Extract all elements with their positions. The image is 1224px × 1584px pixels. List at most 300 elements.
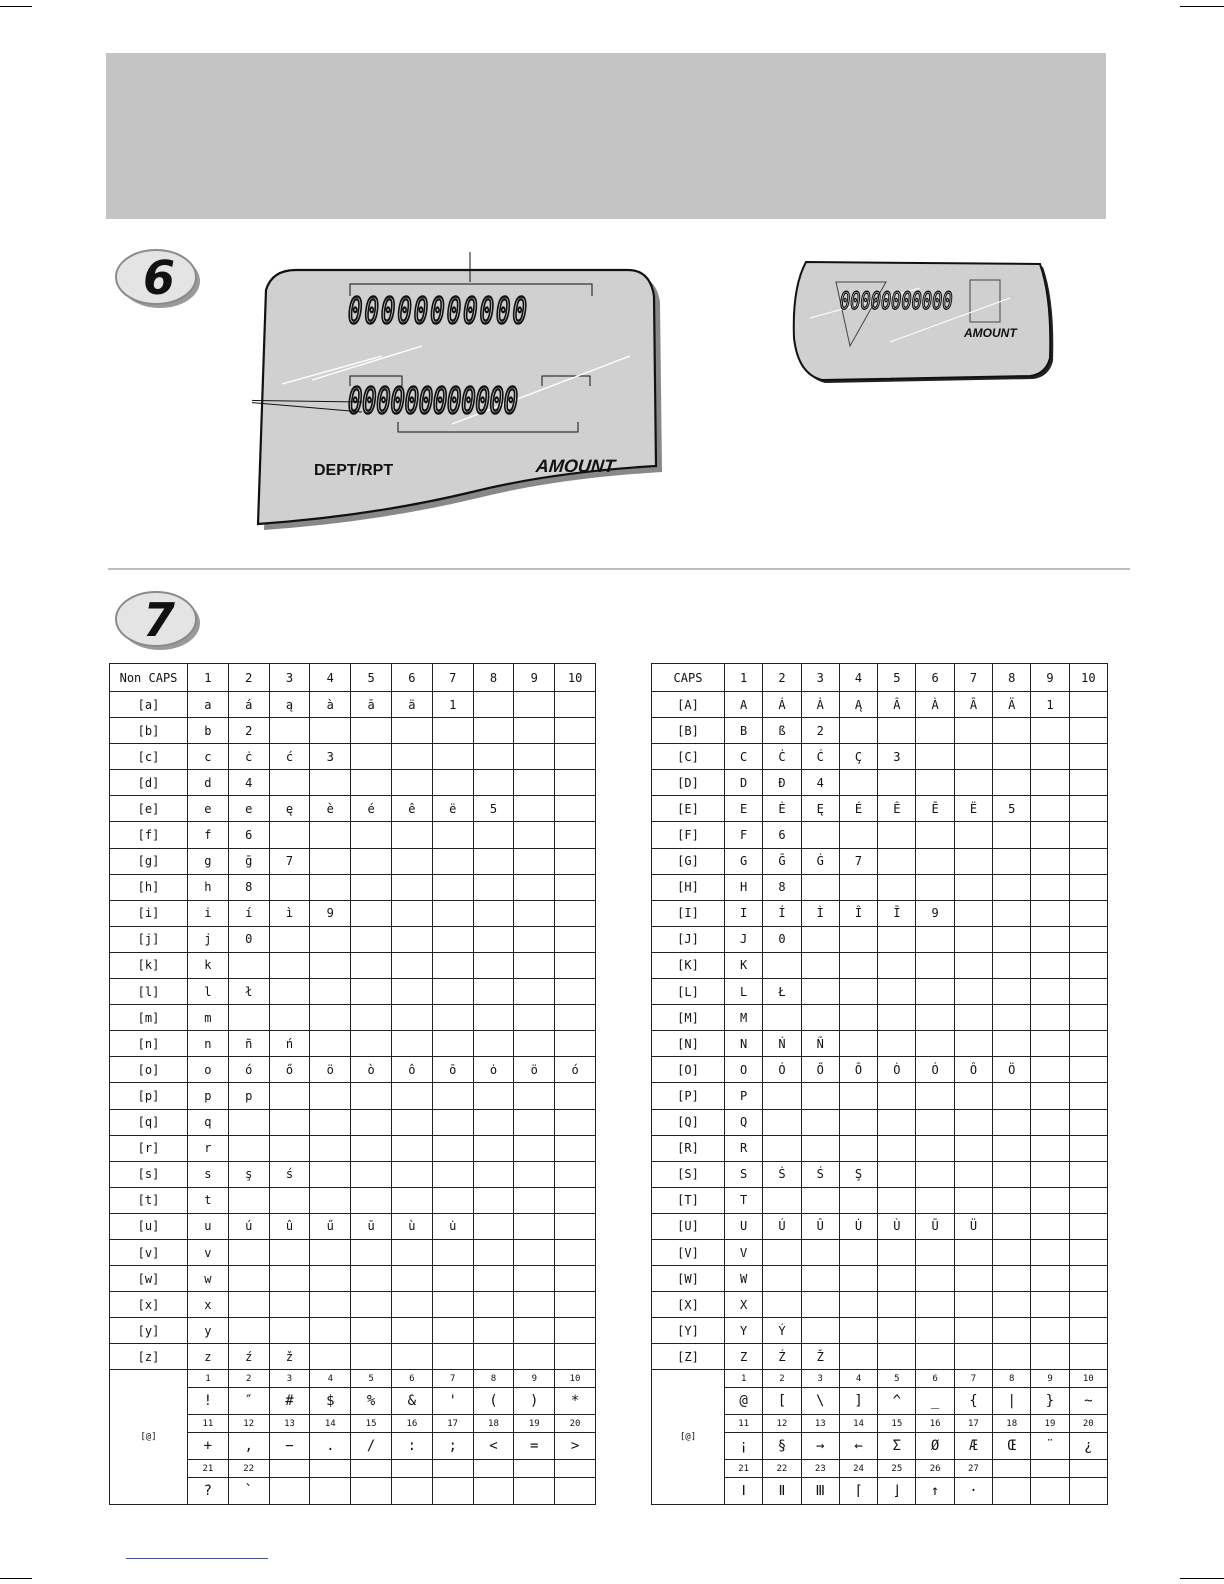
- symbol-number-cell: 9: [514, 1370, 555, 1388]
- character-cell: Í: [763, 900, 801, 926]
- character-cell: [432, 1161, 473, 1187]
- symbol-number-cell: 6: [916, 1370, 954, 1388]
- table-row: [652, 1187, 1108, 1213]
- character-cell: [954, 979, 992, 1005]
- character-cell: [310, 979, 351, 1005]
- character-cell: [839, 1135, 877, 1161]
- character-cell: [839, 1109, 877, 1135]
- character-cell: [839, 874, 877, 900]
- table-row: [110, 926, 596, 952]
- character-cell: [228, 1187, 269, 1213]
- symbol-cell: →: [801, 1433, 839, 1460]
- character-cell: [916, 1344, 954, 1370]
- character-cell: [473, 1292, 514, 1318]
- character-cell: [878, 1239, 916, 1265]
- character-cell: X: [725, 1292, 763, 1318]
- character-cell: [391, 1266, 432, 1292]
- character-cell: 1: [432, 692, 473, 718]
- key-cell: [a]: [110, 692, 188, 718]
- symbol-number-cell: 13: [801, 1415, 839, 1433]
- character-cell: [269, 1239, 310, 1265]
- character-cell: [473, 874, 514, 900]
- key-cell: [P]: [652, 1083, 725, 1109]
- character-cell: [351, 1031, 392, 1057]
- key-cell: [u]: [110, 1213, 188, 1239]
- character-cell: Á: [763, 692, 801, 718]
- character-cell: p: [228, 1083, 269, 1109]
- character-cell: [514, 952, 555, 978]
- character-cell: y: [188, 1318, 229, 1344]
- character-cell: [310, 1109, 351, 1135]
- header-column-number: 2: [228, 664, 269, 692]
- character-cell: W: [725, 1266, 763, 1292]
- character-cell: [878, 1005, 916, 1031]
- character-cell: Ṡ: [763, 1161, 801, 1187]
- header-column-number: 7: [954, 664, 992, 692]
- character-cell: [839, 1266, 877, 1292]
- character-cell: [228, 1239, 269, 1265]
- symbol-number-cell: [993, 1460, 1031, 1478]
- character-cell: [1069, 1109, 1107, 1135]
- symbol-number-cell: 22: [228, 1460, 269, 1478]
- symbol-number-cell: 12: [228, 1415, 269, 1433]
- character-cell: ḡ: [228, 848, 269, 874]
- character-cell: [391, 1161, 432, 1187]
- character-cell: [555, 1161, 596, 1187]
- character-cell: [1031, 744, 1069, 770]
- character-cell: Â: [878, 692, 916, 718]
- character-cell: [993, 1292, 1031, 1318]
- character-cell: [555, 1031, 596, 1057]
- key-cell: [J]: [652, 926, 725, 952]
- character-cell: [351, 770, 392, 796]
- character-cell: [916, 1187, 954, 1213]
- symbol-number-cell: 5: [878, 1370, 916, 1388]
- header-band: [106, 53, 1106, 219]
- key-cell: [k]: [110, 952, 188, 978]
- character-cell: ś: [269, 1161, 310, 1187]
- character-cell: À: [916, 692, 954, 718]
- character-cell: [1069, 1031, 1107, 1057]
- key-cell: [Y]: [652, 1318, 725, 1344]
- character-cell: [391, 718, 432, 744]
- character-cell: [391, 1083, 432, 1109]
- symbol-cell: /: [351, 1433, 392, 1460]
- symbol-cell: ;: [432, 1433, 473, 1460]
- character-cell: [391, 770, 432, 796]
- character-cell: [228, 1292, 269, 1318]
- character-cell: [473, 744, 514, 770]
- character-cell: [514, 1266, 555, 1292]
- character-cell: V: [725, 1239, 763, 1265]
- key-cell: [T]: [652, 1187, 725, 1213]
- symbol-number-cell: 19: [514, 1415, 555, 1433]
- character-cell: [351, 926, 392, 952]
- character-cell: Ü: [954, 1213, 992, 1239]
- character-cell: ċ: [228, 744, 269, 770]
- character-cell: [916, 770, 954, 796]
- character-cell: Ḡ: [763, 848, 801, 874]
- character-cell: [269, 718, 310, 744]
- character-cell: [954, 1031, 992, 1057]
- table-row: [110, 822, 596, 848]
- display-top-row: 00000000000: [348, 290, 529, 332]
- symbol-cell: [473, 1478, 514, 1505]
- table-row: [652, 1266, 1108, 1292]
- character-cell: [954, 900, 992, 926]
- character-cell: [878, 874, 916, 900]
- table-row: [110, 1318, 596, 1344]
- character-cell: [555, 1187, 596, 1213]
- table-row: [652, 1135, 1108, 1161]
- character-cell: [954, 1005, 992, 1031]
- symbol-number-cell: [514, 1460, 555, 1478]
- character-cell: [916, 874, 954, 900]
- symbol-number-cell: 26: [916, 1460, 954, 1478]
- character-cell: û: [269, 1213, 310, 1239]
- character-cell: [269, 874, 310, 900]
- character-cell: [391, 1292, 432, 1318]
- character-cell: [1069, 1083, 1107, 1109]
- table-row: [110, 1292, 596, 1318]
- character-cell: [954, 874, 992, 900]
- key-cell: [c]: [110, 744, 188, 770]
- key-cell: [n]: [110, 1031, 188, 1057]
- symbol-number-cell: 27: [954, 1460, 992, 1478]
- character-cell: ź: [228, 1344, 269, 1370]
- character-cell: Ġ: [801, 848, 839, 874]
- character-cell: ì: [269, 900, 310, 926]
- character-cell: [514, 1318, 555, 1344]
- symbol-number-cell: 16: [391, 1415, 432, 1433]
- character-cell: [801, 1083, 839, 1109]
- key-cell: [b]: [110, 718, 188, 744]
- table-row: [652, 1031, 1108, 1057]
- character-cell: [555, 1083, 596, 1109]
- symbol-number-cell: 17: [432, 1415, 473, 1433]
- character-cell: [801, 926, 839, 952]
- dept-rpt-label: DEPT/RPT: [314, 462, 394, 479]
- character-cell: [1069, 1292, 1107, 1318]
- character-cell: L: [725, 979, 763, 1005]
- character-cell: [954, 1318, 992, 1344]
- character-cell: [1031, 1266, 1069, 1292]
- character-cell: Ȯ: [878, 1057, 916, 1083]
- header-column-number: 2: [763, 664, 801, 692]
- character-cell: [993, 744, 1031, 770]
- character-cell: [473, 1318, 514, 1344]
- character-cell: [310, 718, 351, 744]
- character-cell: Ę: [801, 796, 839, 822]
- character-cell: [1069, 1187, 1107, 1213]
- character-cell: [839, 1292, 877, 1318]
- key-cell: [p]: [110, 1083, 188, 1109]
- character-cell: [555, 1109, 596, 1135]
- character-cell: [351, 1187, 392, 1213]
- character-cell: Ć: [801, 744, 839, 770]
- symbol-cell: ): [514, 1388, 555, 1415]
- crop-mark-top-left: [0, 6, 32, 7]
- symbol-number-cell: 14: [310, 1415, 351, 1433]
- character-cell: [993, 926, 1031, 952]
- character-cell: [310, 1161, 351, 1187]
- character-cell: [954, 1239, 992, 1265]
- symbol-cell: ¿: [1069, 1433, 1107, 1460]
- character-cell: [801, 979, 839, 1005]
- key-cell: [H]: [652, 874, 725, 900]
- header-column-number: 5: [351, 664, 392, 692]
- step-7-number: 7: [142, 593, 175, 647]
- symbol-number-cell: 12: [763, 1415, 801, 1433]
- character-cell: [839, 1239, 877, 1265]
- character-cell: [1069, 1135, 1107, 1161]
- key-cell: [v]: [110, 1239, 188, 1265]
- character-cell: [1069, 874, 1107, 900]
- character-cell: [1069, 848, 1107, 874]
- character-cell: [878, 1135, 916, 1161]
- symbol-cell: −: [269, 1433, 310, 1460]
- character-cell: 1: [1031, 692, 1069, 718]
- symbol-cell: [: [763, 1388, 801, 1415]
- character-cell: [310, 1292, 351, 1318]
- character-cell: [432, 952, 473, 978]
- character-cell: [310, 874, 351, 900]
- character-cell: [993, 848, 1031, 874]
- character-cell: m: [188, 1005, 229, 1031]
- character-cell: 4: [228, 770, 269, 796]
- table-row: [110, 744, 596, 770]
- symbol-cell: ?: [188, 1478, 229, 1505]
- symbol-cell: [514, 1478, 555, 1505]
- character-cell: [916, 1292, 954, 1318]
- character-cell: [878, 926, 916, 952]
- character-cell: [878, 1344, 916, 1370]
- character-cell: n: [188, 1031, 229, 1057]
- key-cell: [A]: [652, 692, 725, 718]
- table-row: [110, 1135, 596, 1161]
- character-cell: [310, 1083, 351, 1109]
- character-cell: [473, 952, 514, 978]
- symbol-cell: =: [514, 1433, 555, 1460]
- symbol-number-cell: 19: [1031, 1415, 1069, 1433]
- table-row: [110, 900, 596, 926]
- character-cell: [839, 1187, 877, 1213]
- character-cell: [555, 1135, 596, 1161]
- character-cell: [839, 718, 877, 744]
- key-cell: [e]: [110, 796, 188, 822]
- symbol-number-cell: 3: [269, 1370, 310, 1388]
- character-cell: [432, 900, 473, 926]
- table-row: [652, 874, 1108, 900]
- table-row: [110, 1031, 596, 1057]
- header-column-number: 10: [555, 664, 596, 692]
- character-cell: [1069, 770, 1107, 796]
- key-cell: [C]: [652, 744, 725, 770]
- character-cell: [514, 1344, 555, 1370]
- character-cell: Q: [725, 1109, 763, 1135]
- character-cell: [763, 1239, 801, 1265]
- table-row: [652, 1213, 1108, 1239]
- table-row: [110, 1344, 596, 1370]
- table-row: [110, 692, 596, 718]
- header-column-number: 5: [878, 664, 916, 692]
- character-cell: [555, 952, 596, 978]
- character-cell: [954, 1266, 992, 1292]
- character-cell: [954, 1083, 992, 1109]
- character-cell: Ł: [763, 979, 801, 1005]
- character-cell: [391, 979, 432, 1005]
- character-cell: [514, 770, 555, 796]
- symbol-number-cell: 14: [839, 1415, 877, 1433]
- symbol-number-row: [110, 1370, 596, 1388]
- character-cell: [916, 1031, 954, 1057]
- character-cell: [473, 900, 514, 926]
- character-cell: [310, 1266, 351, 1292]
- character-cell: [391, 1318, 432, 1344]
- character-cell: [514, 900, 555, 926]
- character-cell: G: [725, 848, 763, 874]
- character-cell: [839, 1083, 877, 1109]
- symbol-cell: [310, 1478, 351, 1505]
- symbol-cell: ⌋: [878, 1478, 916, 1505]
- character-cell: [351, 1292, 392, 1318]
- character-cell: [473, 1083, 514, 1109]
- character-cell: [555, 1239, 596, 1265]
- character-cell: [916, 1266, 954, 1292]
- character-cell: Y: [725, 1318, 763, 1344]
- character-cell: E: [725, 796, 763, 822]
- key-cell: [t]: [110, 1187, 188, 1213]
- key-cell: [w]: [110, 1266, 188, 1292]
- symbol-number-cell: 23: [801, 1460, 839, 1478]
- character-cell: [993, 1318, 1031, 1344]
- table-row: [110, 848, 596, 874]
- character-cell: [351, 900, 392, 926]
- symbol-number-cell: 6: [391, 1370, 432, 1388]
- character-cell: Ő: [801, 1057, 839, 1083]
- character-cell: [1031, 900, 1069, 926]
- character-cell: 0: [228, 926, 269, 952]
- character-cell: [1069, 1057, 1107, 1083]
- character-cell: [1069, 952, 1107, 978]
- table-row: [110, 718, 596, 744]
- character-cell: [310, 926, 351, 952]
- character-cell: [839, 1005, 877, 1031]
- character-cell: è: [310, 796, 351, 822]
- character-cell: [473, 1239, 514, 1265]
- table-row: [652, 718, 1108, 744]
- key-cell: [W]: [652, 1266, 725, 1292]
- character-cell: e: [188, 796, 229, 822]
- character-cell: 2: [801, 718, 839, 744]
- character-cell: [801, 1239, 839, 1265]
- character-cell: [878, 770, 916, 796]
- character-cell: ß: [763, 718, 801, 744]
- character-cell: 9: [310, 900, 351, 926]
- character-cell: Ş: [839, 1161, 877, 1187]
- character-cell: i: [188, 900, 229, 926]
- key-cell: [U]: [652, 1213, 725, 1239]
- symbol-number-cell: [432, 1460, 473, 1478]
- character-cell: [432, 744, 473, 770]
- symbol-cell: |: [993, 1388, 1031, 1415]
- character-cell: Û: [801, 1213, 839, 1239]
- character-cell: [1031, 1318, 1069, 1344]
- character-cell: ń: [269, 1031, 310, 1057]
- character-cell: f: [188, 822, 229, 848]
- character-cell: [763, 1109, 801, 1135]
- symbol-number-cell: 10: [1069, 1370, 1107, 1388]
- symbol-number-cell: [1031, 1460, 1069, 1478]
- character-cell: [993, 1266, 1031, 1292]
- character-cell: [916, 1318, 954, 1344]
- character-cell: t: [188, 1187, 229, 1213]
- character-cell: [916, 1005, 954, 1031]
- character-cell: [351, 848, 392, 874]
- character-cell: [432, 1031, 473, 1057]
- key-cell: [I]: [652, 900, 725, 926]
- character-cell: [351, 1266, 392, 1292]
- table-row: [652, 1083, 1108, 1109]
- character-cell: Ė: [763, 796, 801, 822]
- character-cell: [514, 796, 555, 822]
- table-row: [110, 770, 596, 796]
- character-cell: [801, 822, 839, 848]
- character-cell: [228, 1266, 269, 1292]
- character-cell: [993, 1109, 1031, 1135]
- symbol-cell: Æ: [954, 1433, 992, 1460]
- character-cell: [514, 848, 555, 874]
- symbol-number-cell: 1: [725, 1370, 763, 1388]
- character-cell: [1031, 1239, 1069, 1265]
- character-cell: a: [188, 692, 229, 718]
- character-cell: [763, 1266, 801, 1292]
- character-cell: [878, 1083, 916, 1109]
- character-cell: u̇: [432, 1213, 473, 1239]
- character-cell: [391, 1031, 432, 1057]
- symbol-cell: ←: [839, 1433, 877, 1460]
- character-cell: ę: [269, 796, 310, 822]
- table-row: [110, 1057, 596, 1083]
- character-cell: [1031, 796, 1069, 822]
- symbol-number-cell: 3: [801, 1370, 839, 1388]
- symbol-cell: \: [801, 1388, 839, 1415]
- table-row: [110, 1187, 596, 1213]
- character-cell: ā: [351, 692, 392, 718]
- character-cell: [954, 744, 992, 770]
- character-cell: [763, 1005, 801, 1031]
- crop-mark-top-right: [1180, 6, 1224, 7]
- key-cell: [R]: [652, 1135, 725, 1161]
- character-cell: [391, 1187, 432, 1213]
- character-cell: [1031, 1083, 1069, 1109]
- character-cell: [514, 692, 555, 718]
- character-cell: [351, 1161, 392, 1187]
- customer-display: [790, 258, 1062, 384]
- character-cell: [555, 874, 596, 900]
- symbol-number-cell: 7: [432, 1370, 473, 1388]
- character-cell: [954, 822, 992, 848]
- character-cell: [391, 744, 432, 770]
- character-cell: [763, 952, 801, 978]
- key-cell: [s]: [110, 1161, 188, 1187]
- symbol-number-cell: [1069, 1460, 1107, 1478]
- character-cell: H: [725, 874, 763, 900]
- symbol-cell: [391, 1478, 432, 1505]
- character-cell: [954, 1344, 992, 1370]
- character-cell: [391, 874, 432, 900]
- character-cell: [993, 900, 1031, 926]
